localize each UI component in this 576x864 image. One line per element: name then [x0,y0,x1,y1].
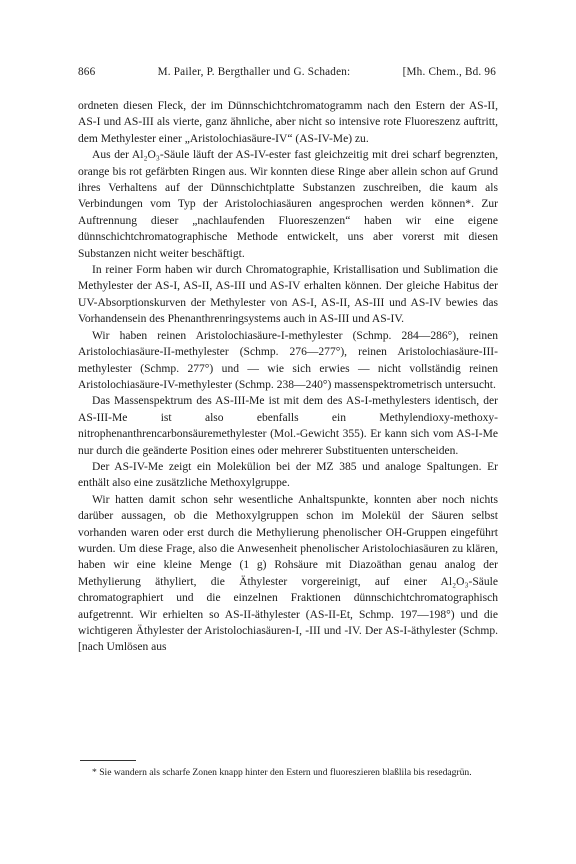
header-journal: [Mh. Chem., Bd. 96 [402,66,496,78]
paragraph: Wir hatten damit schon sehr wesentliche Anhaltspunkte, konnten aber noch nichts darüber aussagen, ob die Methoxylgruppen schon im Molekül der Säuren selbst vorhanden waren oder erst durch die Methylierung phenolischer OH-Gruppen eingeführt wurden. Um diese Frage, also die Anwesenheit phenolischer Aristolochiasäuren zu klären, haben wir eine kleine Menge (1 g) Rohsäure mit Diazoäthan genau analog der Methylierung äthyliert, die Äthylester vorgereinigt, auf einer Al₂O₃-Säule chromatographiert und die einzelnen Fraktionen dünnschichtchromatographisch aufgetrennt. Wir erhielten so AS-II-äthylester (AS-II-Et, Schmp. 197—198°) und die wichtigeren Äthylester der Aristolochiasäuren-I, -III und -IV. Der AS-I-äthylester (Schmp. [nach Umlösen aus [78,493,498,654]
paragraph: Aus der Al₂O₃-Säule läuft der AS-IV-ester fast gleichzeitig mit drei scharf begrenzten, orange bis rot gefärbten Ringen aus. Wir konnten diese Ringe aber allein schon auf Grund ihres Verhaltens auf der Dünnschichtplatte Substanzen zuschreiben, die kaum als Verbindungen vom Typ der Aristolochiasäuren angesprochen werden können*. Zur Auftrennung dieser „nachlaufenden Fluoreszenzen“ haben wir eine eigene dünnschichtchromatographische Methode entwickelt, uns aber vorerst mit diesen Substanzen nicht weiter beschäftigt. [78,149,498,260]
paragraph: Das Massenspektrum des AS-III-Me ist mit dem des AS-I-methylesters identisch, der AS-III-Me ist also ebenfalls ein Methylendioxy-methoxy-nitrophenanthrencarbonsäuremethylester (Mol.-Gewicht 355). Er kann sich vom AS-I-Me nur durch die geänderte Position eines oder mehrerer Substituenten unterscheiden. [78,395,498,457]
header-authors: M. Pailer, P. Bergthaller und G. Schaden: [157,66,351,78]
paragraph: Wir haben reinen Aristolochiasäure-I-methylester (Schmp. 284—286°), reinen Aristolochiasäure-II-methylester (Schmp. 276—277°), reinen Aristolochiasäure-III-methylester (Schmp. 277°) und — wie sich erwies — nicht vollständig reinen Aristolochiasäure-IV-methylester (Schmp. 238—240°) massenspektrometrisch untersucht. [78,329,498,391]
body-text [78,98,498,656]
page-number: 866 [78,66,96,78]
paragraph: In reiner Form haben wir durch Chromatographie, Kristallisation und Sublimation die Methylester der AS-I, AS-II, AS-III und AS-IV erhalten können. Der gleiche Habitus der UV-Absorptionskurven der Methylester von AS-I, AS-II, AS-III und AS-IV bewies das Vorhandensein des Phenanthrenringsystems auch in AS-III und AS-IV. [78,264,498,326]
footnote-rule [80,760,136,761]
paragraph: ordneten diesen Fleck, der im Dünnschichtchromatogramm nach den Estern der AS-II, AS-I und AS-III als vierte, ganz ähnliche, aber nicht so intensive rote Fluoreszenz auftritt, dem Methylester einer „Aristolochiasäure-IV“ (AS-IV-Me) zu. [78,100,498,145]
paragraph: Der AS-IV-Me zeigt ein Molekülion bei der MZ 385 und analoge Spaltungen. Er enthält also eine zusätzliche Methoxylgruppe. [78,460,498,490]
footnote: * Sie wandern als scharfe Zonen knapp hinter den Estern und fluoreszieren blaßlila bis resedagrün. [92,767,472,778]
running-header [78,66,496,78]
